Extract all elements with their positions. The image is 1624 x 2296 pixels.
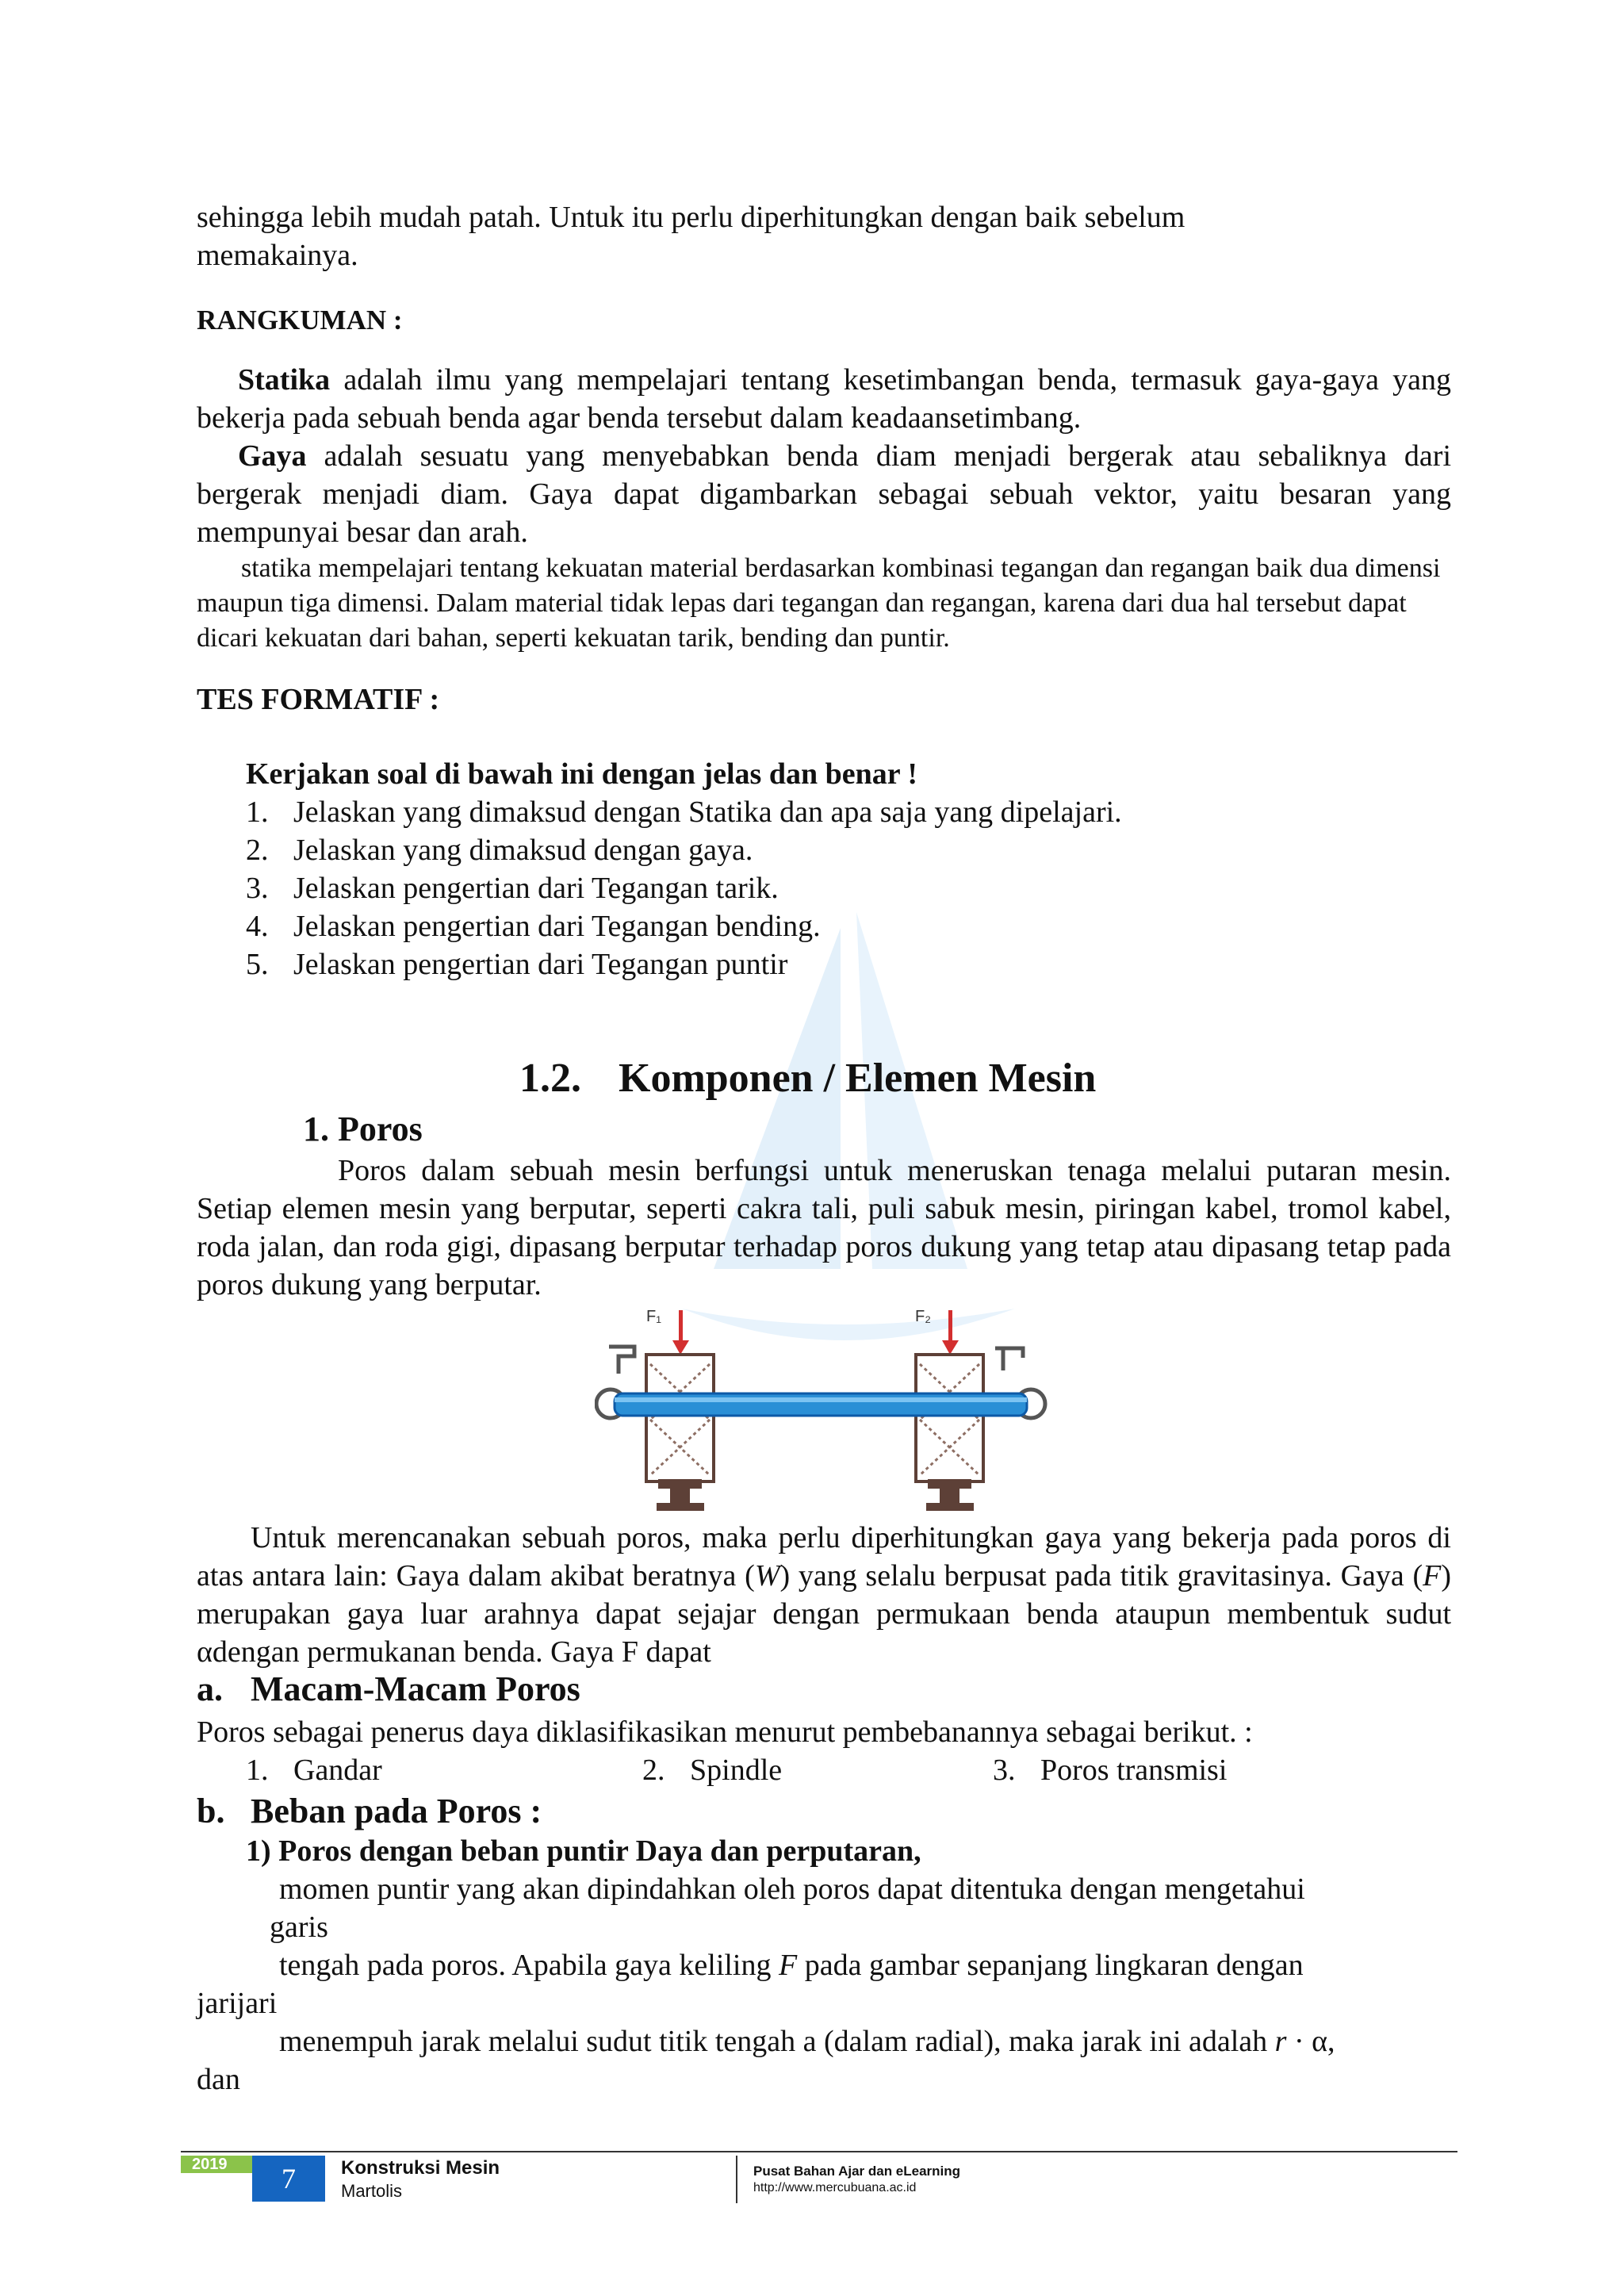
footer-url[interactable]: http://www.mercubuana.ac.id [753, 2181, 917, 2194]
gaya-text: adalah sesuatu yang menyebabkan benda diam menjadi bergerak atau sebaliknya dari bergerak menjadi diam. Gaya dapat digambarkan sebagai sebuah vektor, yaitu besaran yang mempunyai besar dan arah. [197, 439, 1451, 549]
section-number: 1.2. [519, 1056, 581, 1101]
list-item: 1. Jelaskan yang dimaksud dengan Statika dan apa saja yang dipelajari. [246, 795, 1122, 829]
right-bearing [916, 1355, 983, 1511]
macam-heading: a. Macam-Macam Poros [197, 1669, 580, 1708]
tes-questions [246, 755, 1396, 983]
rangkuman-heading: RANGKUMAN : [197, 305, 403, 335]
beban-heading: b. Beban pada Poros : [197, 1792, 542, 1830]
beban-body [197, 1832, 1451, 2099]
force-arrow-f1 [672, 1310, 689, 1355]
var-w: W [754, 1559, 780, 1593]
intro-paragraph [197, 198, 1451, 274]
intro-line-2: memakainya. [197, 239, 358, 272]
question-list [246, 793, 1396, 983]
intro-line-1: sehingga lebih mudah patah. Untuk itu perlu diperhitungkan dengan baik sebelum [197, 201, 1185, 234]
list-item: 3. Poros transmisi [993, 1754, 1228, 1787]
list-item: 5. Jelaskan pengertian dari Tegangan puntir [246, 948, 788, 981]
statika-text: adalah ilmu yang mempelajari tentang kesetimbangan benda, termasuk gaya-gaya yang bekerja pada sebuah benda agar benda tersebut dalam keadaansetimbang. [197, 363, 1451, 435]
force-label-f2: F₂ [915, 1308, 931, 1325]
list-item: 3. Jelaskan pengertian dari Tegangan tarik. [246, 872, 779, 905]
page-number: 7 [252, 2156, 325, 2202]
macam-intro: Poros sebagai penerus daya diklasifikasikan menurut pembebanannya sebagai berikut. : [197, 1715, 1253, 1749]
footer-author: Martolis [341, 2181, 403, 2201]
statika-term: Statika [238, 363, 331, 397]
gaya-definition [197, 437, 1451, 551]
beban-line-3: tengah pada poros. Apabila gaya keliling F pada gambar sepanjang lingkaran dengan [279, 1949, 1304, 1982]
planning-paragraph-wrap [197, 1519, 1451, 1671]
macam-intro-wrap [197, 1713, 1451, 1751]
statika-definition [197, 361, 1451, 437]
gaya-term: Gaya [238, 439, 307, 473]
footer-rule [181, 2151, 1457, 2152]
footer-divider [736, 2156, 737, 2203]
tes-heading: TES FORMATIF : [197, 683, 440, 716]
poros-heading: 1. Poros [303, 1110, 423, 1148]
shaft [615, 1393, 1027, 1416]
beban-line-5: menempuh jarak melalui sudut titik tengah a (dalam radial), maka jarak ini adalah r · α, [279, 2025, 1335, 2058]
section-title: Komponen / Elemen Mesin [619, 1056, 1097, 1101]
rangkuman-heading-wrap [197, 301, 1451, 339]
beban-sub-heading: 1) Poros dengan beban puntir Daya dan perputaran, [246, 1834, 921, 1868]
shaft-diagram [595, 1301, 1051, 1515]
beban-line-2: garis [270, 1911, 328, 1944]
left-bearing [646, 1355, 714, 1511]
section-heading [519, 1055, 1233, 1102]
list-item: 2. Jelaskan yang dimaksud dengan gaya. [246, 834, 753, 867]
macam-list [246, 1751, 1396, 1789]
force-label-f1: F₁ [646, 1308, 661, 1325]
footer-organization: Pusat Bahan Ajar dan eLearning [753, 2164, 961, 2179]
footer-year: 2019 [181, 2156, 252, 2173]
force-arrow-f2 [942, 1310, 959, 1355]
poros-paragraph: Poros dalam sebuah mesin berfungsi untuk meneruskan tenaga melalui putaran mesin. Setiap elemen mesin yang berputar, seperti cakra tali, puli sabuk mesin, piringan kabel, tromol kabel, roda jalan, dan roda gigi, dipasang berputar terhadap poros dukung yang tetap atau dipasang tetap pada poros dukung yang berputar. [197, 1154, 1451, 1301]
list-item: 2. Spindle [642, 1754, 783, 1787]
beban-line-4: jarijari [197, 1987, 278, 2020]
beban-line-6: dan [197, 2063, 240, 2096]
beban-line-1: momen puntir yang akan dipindahkan oleh poros dapat ditentuka dengan mengetahui [279, 1872, 1305, 1906]
list-item: 4. Jelaskan pengertian dari Tegangan bending. [246, 910, 821, 943]
tes-heading-wrap [197, 680, 1451, 719]
tes-instruction: Kerjakan soal di bawah ini dengan jelas dan benar ! [246, 757, 918, 791]
material-summary: statika mempelajari tentang kekuatan material berdasarkan kombinasi tegangan dan regangan baik dua dimensi maupun tiga dimensi. Dalam material tidak lepas dari tegangan dan regangan, karena dari dua hal tersebut dapat dicari kekuatan dari bahan, seperti kekuatan tarik, bending dan puntir. [197, 554, 1441, 653]
rangkuman-body [197, 361, 1451, 656]
poros-paragraph-wrap [197, 1152, 1451, 1304]
footer-course-title: Konstruksi Mesin [341, 2157, 500, 2179]
var-f: F [1423, 1559, 1442, 1593]
planning-paragraph: Untuk merencanakan sebuah poros, maka perlu diperhitungkan gaya yang bekerja pada poros di atas antara lain: Gaya dalam akibat beratnya (W) yang selalu berpusat pada titik gravitasinya. Gaya (F) merupakan gaya luar arahnya dapat sejajar dengan permukaan benda ataupun membentuk sudut αdengan permukanan benda. Gaya F dapat [197, 1521, 1451, 1669]
page-footer [181, 2151, 1457, 2206]
list-item: 1. Gandar [246, 1754, 382, 1787]
